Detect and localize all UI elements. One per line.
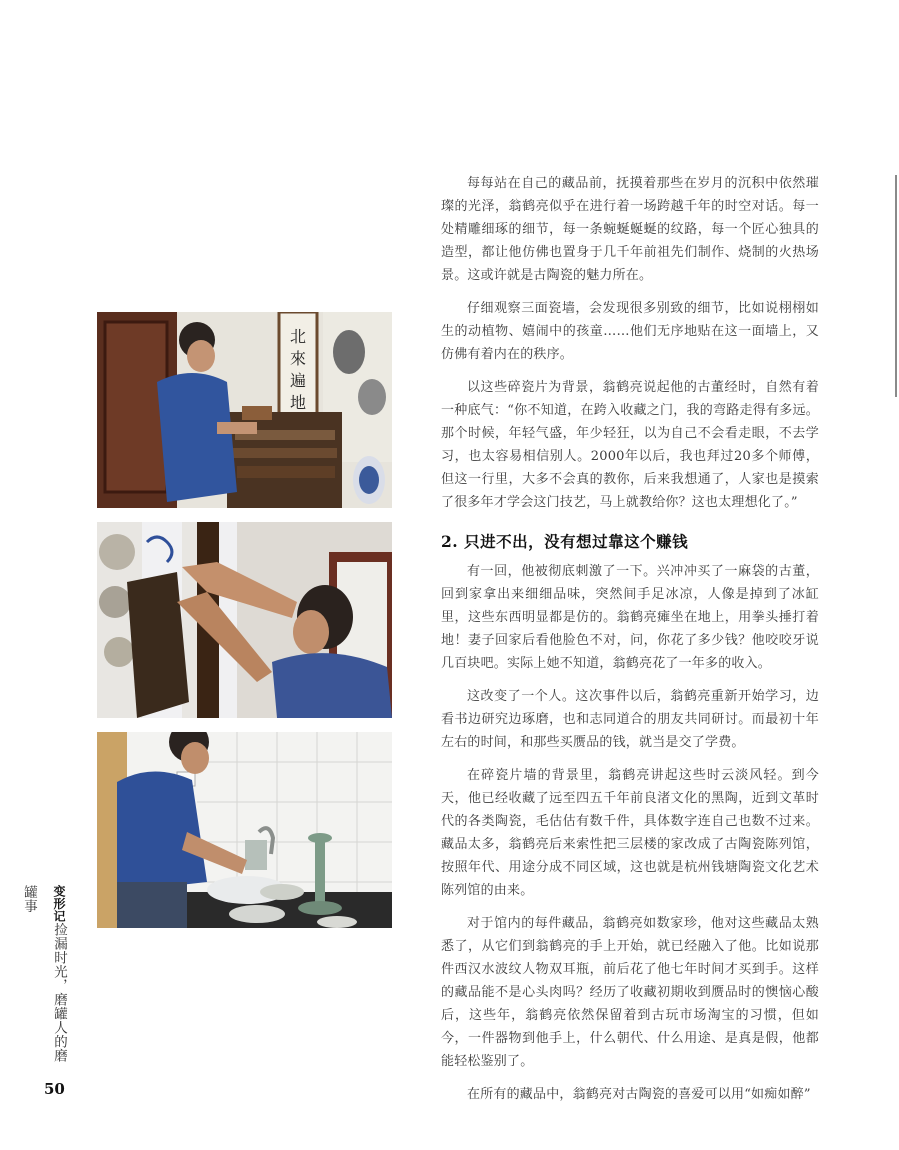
svg-text:來: 來: [289, 349, 307, 368]
folio-brand: 变形记: [52, 885, 66, 923]
paragraph: 这改变了一个人。这次事件以后，翁鹤亮重新开始学习，边看书边研究边琢磨，也和志同道合的朋友共同研讨。而最初十年左右的时间，和那些买赝品的钱，就当是交了学费。: [441, 689, 819, 750]
paragraph: 以这些碎瓷片为背景，翁鹤亮说起他的古董经时，自然有着一种底气：“你不知道，在跨入收藏之门，我的弯路走得有多远。那个时候，年轻气盛，年少轻狂，以为自己不会看走眼，不去学习，也太容易相信别人。2000年以后，我也拜过20多个师傅，但这一行里，大多不会真的教你，后来我想通了，人家也是摸索了很多年才学会这门技艺，马上就教给你？这也太理想化了。”: [441, 380, 819, 510]
paragraph: 每每站在自己的藏品前，抚摸着那些在岁月的沉积中依然璀璨的光泽，翁鹤亮似乎在进行着一场跨越千年的时空对话。每一处精雕细琢的细节，每一条蜿蜒蜒蜒的纹路，每一个匠心独具的造型，都让他仿佛也置身于几千年前祖先们制作、烧制的火热场景。这或许就是古陶瓷的魅力所在。: [441, 176, 819, 283]
svg-text:遍: 遍: [289, 371, 307, 390]
section-heading: 2. 只进不出，没有想过靠这个赚钱: [441, 532, 689, 551]
edge-rule: [895, 175, 897, 397]
folio-title: 捡漏时光，磨罐人的磨罐事: [21, 885, 67, 1063]
running-title: [21, 885, 74, 1070]
page-number: 50: [44, 1080, 65, 1098]
svg-text:地: 地: [289, 393, 307, 412]
photo-examining-shards-image: [97, 312, 392, 508]
paragraph: 对于馆内的每件藏品，翁鹤亮如数家珍，他对这些藏品太熟悉了，从它们到翁鹤亮的手上开始，就已经融入了他。比如说那件西汉水波纹人物双耳瓶，前后花了他七年时间才买到手。这样的藏品能不是心头肉吗？经历了收藏初期收到赝品时的懊恼心酸后，这些年，翁鹤亮依然保留着到古玩市场淘宝的习惯，但如今，一件器物到他手上，什么朝代、什么用途、是真是假，他都能轻松鉴别了。: [441, 916, 819, 1069]
paragraph: 在所有的藏品中，翁鹤亮对古陶瓷的喜爱可以用“如痴如醉”: [467, 1087, 811, 1102]
photo-porcelain-wall-image: [97, 522, 392, 718]
photo-examining-shards: [97, 312, 392, 508]
photo-porcelain-wall: [97, 522, 392, 718]
svg-text:北: 北: [289, 327, 307, 346]
paragraph: 仔细观察三面瓷墙，会发现很多别致的细节，比如说栩栩如生的动植物、嬉闹中的孩童……他们无序地贴在这一面墙上，又仿佛有着内在的秩序。: [441, 301, 819, 362]
paragraph: 有一回，他被彻底刺激了一下。兴冲冲买了一麻袋的古董，回到家拿出来细细品味，突然间手足冰凉，人像是掉到了冰缸里，这些东西明显都是仿的。翁鹤亮瘫坐在地上，用拳头捶打着地！妻子回家后看他脸色不对，问，你花了多少钱？他咬咬牙说几百块吧。实际上她不知道，翁鹤亮花了一年多的收入。: [441, 564, 819, 671]
photo-washing-pottery-image: [97, 732, 392, 928]
photo-washing-pottery: [97, 732, 392, 928]
paragraph: 在碎瓷片墙的背景里，翁鹤亮讲起这些时云淡风轻。到今天，他已经收藏了远至四五千年前良渚文化的黑陶，近到文革时代的各类陶瓷，毛估估有数千件，具体数字连自己也数不过来。藏品太多，翁鹤亮后来索性把三层楼的家改成了古陶瓷陈列馆，按照年代、用途分成不同区域，这也就是杭州钱塘陶瓷文化艺术陈列馆的由来。: [441, 768, 819, 898]
article-body: [441, 172, 819, 1106]
